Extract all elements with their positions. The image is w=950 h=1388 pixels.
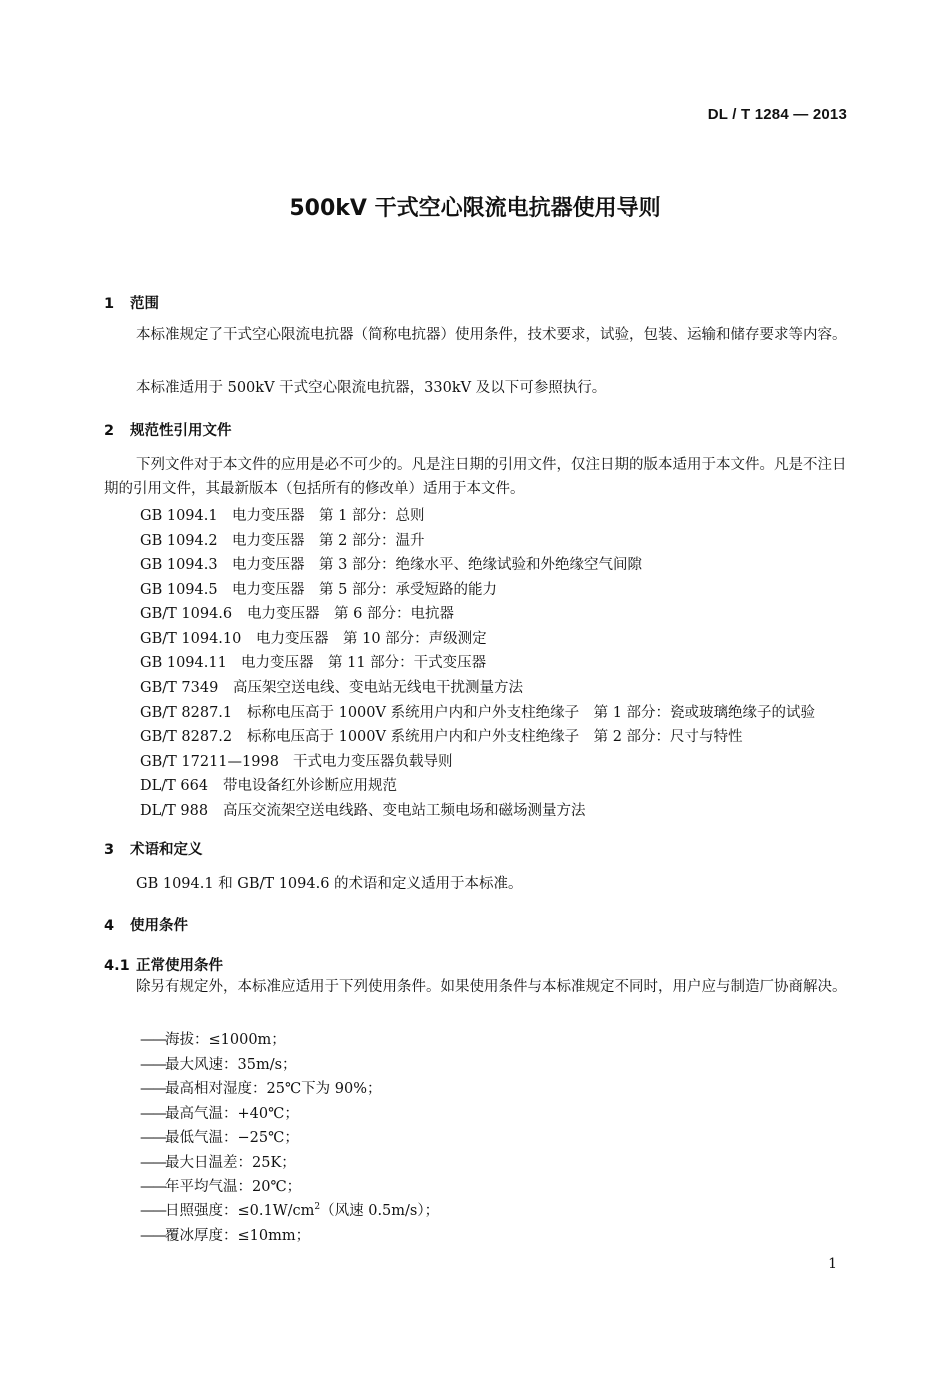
reference-code: GB/T 1094.10 [140, 631, 242, 647]
list-dash: —— [140, 1228, 165, 1244]
section-number: 3 [104, 842, 115, 858]
subsection-4-1-intro: 除另有规定外，本标准应适用于下列使用条件。如果使用条件与本标准规定不同时，用户应与制造厂协商解决。 [136, 979, 847, 995]
reference-item [140, 676, 523, 697]
reference-item [140, 504, 424, 525]
condition-item [140, 1151, 296, 1172]
condition-item [140, 1053, 297, 1074]
reference-item [140, 553, 642, 574]
list-dash: —— [140, 1203, 165, 1219]
condition-text: 年平均气温：20℃； [165, 1179, 302, 1195]
list-dash: —— [140, 1179, 165, 1195]
reference-title: 电力变压器 第 1 部分：总则 [232, 508, 425, 524]
list-dash: —— [140, 1057, 165, 1073]
list-dash: —— [140, 1106, 165, 1122]
list-dash: —— [140, 1032, 165, 1048]
reference-code: GB/T 1094.6 [140, 606, 233, 622]
reference-item [140, 602, 454, 623]
list-dash: —— [140, 1081, 165, 1097]
reference-item [140, 651, 486, 672]
list-dash: —— [140, 1155, 165, 1171]
reference-title: 电力变压器 第 11 部分：干式变压器 [241, 655, 487, 671]
reference-code: GB 1094.11 [140, 655, 227, 671]
page-number: 1 [828, 1256, 837, 1272]
condition-text: 海拔：≤1000m； [165, 1032, 286, 1048]
superscript: 2 [314, 1202, 321, 1213]
reference-item [140, 750, 453, 771]
reference-item [140, 799, 586, 820]
section-1-heading [104, 292, 159, 313]
reference-item [140, 578, 497, 599]
condition-item [140, 1126, 299, 1147]
condition-text-suffix: （风速 0.5m/s）； [320, 1203, 440, 1219]
reference-code: GB 1094.1 [140, 508, 218, 524]
condition-item [140, 1199, 439, 1220]
list-dash: —— [140, 1130, 165, 1146]
section-title: 规范性引用文件 [130, 423, 232, 439]
subsection-title: 正常使用条件 [136, 958, 223, 974]
section-title: 使用条件 [130, 918, 188, 934]
reference-item [140, 627, 487, 648]
reference-code: GB/T 7349 [140, 680, 219, 696]
reference-title: 电力变压器 第 10 部分：声级测定 [256, 631, 487, 647]
reference-code: GB/T 8287.2 [140, 729, 233, 745]
condition-text: 覆冰厚度：≤10mm； [165, 1228, 311, 1244]
condition-text: 最低气温：−25℃； [165, 1130, 299, 1146]
reference-item [140, 701, 815, 722]
section-number: 1 [104, 296, 115, 312]
section-4-heading [104, 914, 188, 935]
section-1-paragraph-1: 本标准规定了干式空心限流电抗器（简称电抗器）使用条件，技术要求，试验，包装、运输和储存要求等内容。 [136, 327, 847, 343]
reference-code: GB 1094.3 [140, 557, 218, 573]
reference-item [140, 774, 397, 795]
subsection-number: 4.1 [104, 958, 130, 974]
reference-title: 电力变压器 第 5 部分：承受短路的能力 [232, 582, 497, 598]
reference-title: 标称电压高于 1000V 系统用户内和户外支柱绝缘子 第 1 部分：瓷或玻璃绝缘子的试验 [247, 705, 816, 721]
section-1-paragraph-2: 本标准适用于 500kV 干式空心限流电抗器，330kV 及以下可参照执行。 [136, 380, 607, 396]
section-3-heading [104, 838, 203, 859]
condition-text: 最高气温：+40℃； [165, 1106, 299, 1122]
condition-text: 最大风速：35m/s； [165, 1057, 297, 1073]
reference-title: 带电设备红外诊断应用规范 [223, 778, 397, 794]
reference-title: 电力变压器 第 2 部分：温升 [232, 533, 425, 549]
condition-text: 最大日温差：25K； [165, 1155, 296, 1171]
section-number: 2 [104, 423, 115, 439]
reference-title: 电力变压器 第 6 部分：电抗器 [247, 606, 454, 622]
condition-item [140, 1175, 301, 1196]
reference-code: GB/T 8287.1 [140, 705, 233, 721]
reference-title: 高压交流架空送电线路、变电站工频电场和磁场测量方法 [223, 803, 586, 819]
reference-item [140, 725, 743, 746]
condition-text: 日照强度：≤0.1W/cm [165, 1203, 315, 1219]
section-title: 术语和定义 [130, 842, 203, 858]
condition-item [140, 1077, 382, 1098]
reference-title: 干式电力变压器负载导则 [293, 754, 453, 770]
document-code: DL / T 1284 — 2013 [707, 106, 847, 123]
condition-text: 最高相对湿度：25℃下为 90%； [165, 1081, 382, 1097]
section-2-heading [104, 419, 232, 440]
condition-item [140, 1102, 299, 1123]
reference-code: DL/T 988 [140, 803, 209, 819]
reference-code: DL/T 664 [140, 778, 209, 794]
reference-title: 高压架空送电线、变电站无线电干扰测量方法 [233, 680, 523, 696]
condition-item [140, 1224, 310, 1245]
reference-item [140, 529, 424, 550]
reference-code: GB/T 17211—1998 [140, 754, 279, 770]
condition-item [140, 1028, 286, 1049]
reference-code: GB 1094.5 [140, 582, 218, 598]
section-2-intro: 下列文件对于本文件的应用是必不可少的。凡是注日期的引用文件，仅注日期的版本适用于本文件。凡是不注日期的引用文件，其最新版本（包括所有的修改单）适用于本文件。 [104, 457, 847, 497]
reference-title: 标称电压高于 1000V 系统用户内和户外支柱绝缘子 第 2 部分：尺寸与特性 [247, 729, 743, 745]
subsection-4-1-heading [104, 954, 223, 975]
reference-title: 电力变压器 第 3 部分：绝缘水平、绝缘试验和外绝缘空气间隙 [232, 557, 642, 573]
section-3-paragraph: GB 1094.1 和 GB/T 1094.6 的术语和定义适用于本标准。 [136, 876, 523, 892]
document-title: 500kV 干式空心限流电抗器使用导则 [289, 196, 661, 221]
reference-code: GB 1094.2 [140, 533, 218, 549]
section-title: 范围 [130, 296, 159, 312]
section-number: 4 [104, 918, 115, 934]
